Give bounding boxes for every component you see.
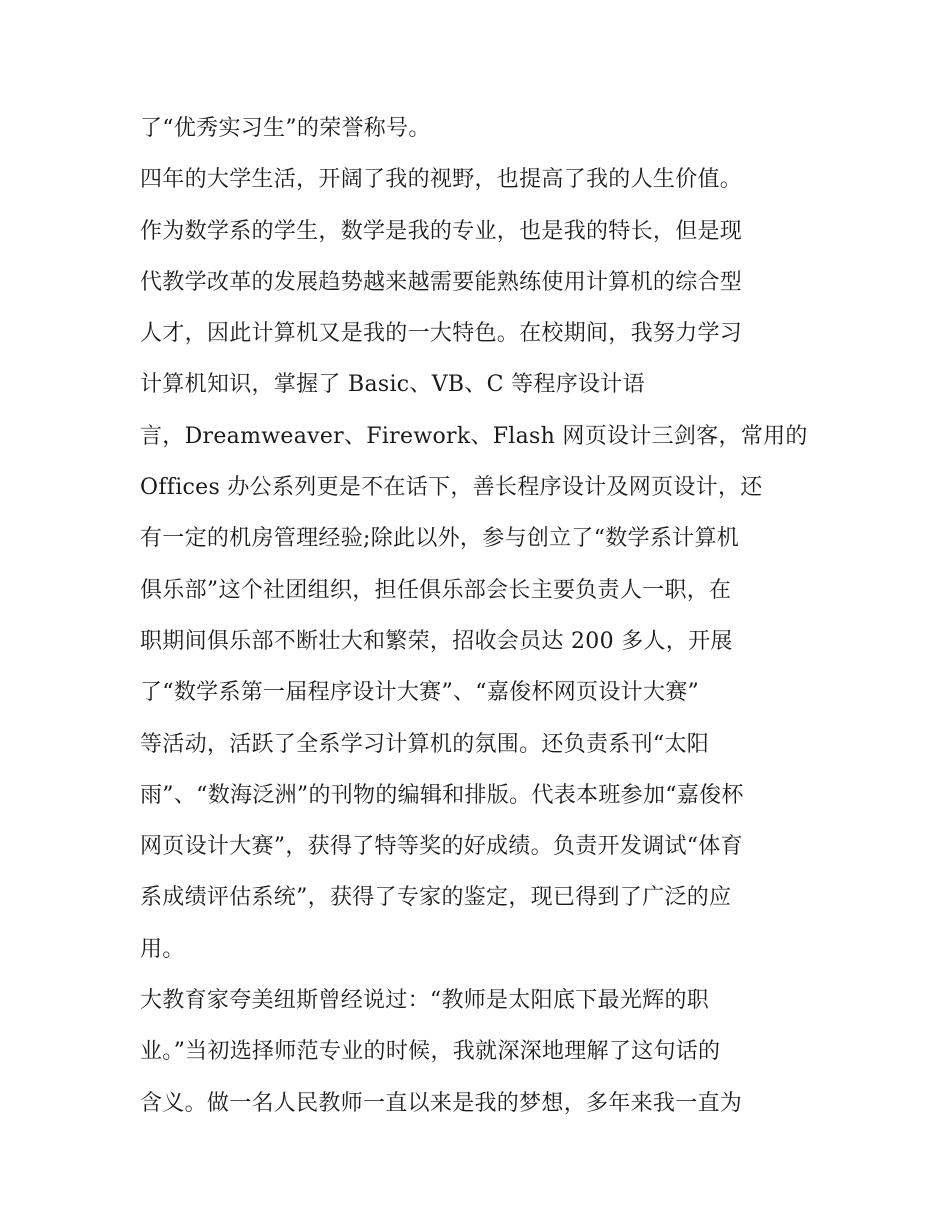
body-text — [140, 108, 830, 1134]
text-line: 雨”、“数海泛洲”的刊物的编辑和排版。代表本班参加“嘉俊杯 — [140, 782, 744, 808]
text-line: 业。”当初选择师范专业的时候，我就深深地理解了这句话的 — [140, 1039, 721, 1065]
text-line: 言，Dreamweaver、Firework、Flash 网页设计三剑客，常用的 — [140, 423, 808, 449]
text-line: 计算机知识，掌握了 Basic、VB、C 等程序设计语 — [140, 372, 645, 398]
text-line: 四年的大学生活，开阔了我的视野，也提高了我的人生价值。 — [140, 167, 743, 193]
text-line: 俱乐部”这个社团组织，担任俱乐部会长主要负责人一职，在 — [140, 577, 732, 603]
text-line: 网页设计大赛”，获得了特等奖的好成绩。负责开发调试“体育 — [140, 834, 743, 860]
text-line: 作为数学系的学生，数学是我的专业，也是我的特长，但是现 — [140, 218, 743, 244]
text-line: 含义。做一名人民教师一直以来是我的梦想，多年来我一直为 — [140, 1090, 743, 1116]
text-line: 系成绩评估系统”，获得了专家的鉴定，现已得到了广泛的应 — [140, 885, 732, 911]
text-line: 了“数学系第一届程序设计大赛”、“嘉俊杯网页设计大赛” — [140, 680, 700, 706]
text-line: 代教学改革的发展趋势越来越需要能熟练使用计算机的综合型 — [140, 269, 743, 295]
text-line: 了“优秀实习生”的荣誉称号。 — [140, 116, 431, 141]
text-line: 用。 — [140, 936, 185, 962]
text-line: 人才，因此计算机又是我的一大特色。在校期间，我努力学习 — [140, 321, 743, 347]
text-line: 职期间俱乐部不断壮大和繁荣，招收会员达 200 多人，开展 — [140, 628, 733, 654]
text-line: Offices 办公系列更是不在话下，善长程序设计及网页设计，还 — [140, 475, 763, 501]
text-line: 等活动，活跃了全系学习计算机的氛围。还负责系刊“太阳 — [140, 731, 710, 757]
text-line: 大教育家夸美纽斯曾经说过：“教师是太阳底下最光辉的职 — [140, 988, 710, 1014]
text-line: 有一定的机房管理经验;除此以外，参与创立了“数学系计算机 — [140, 526, 740, 552]
